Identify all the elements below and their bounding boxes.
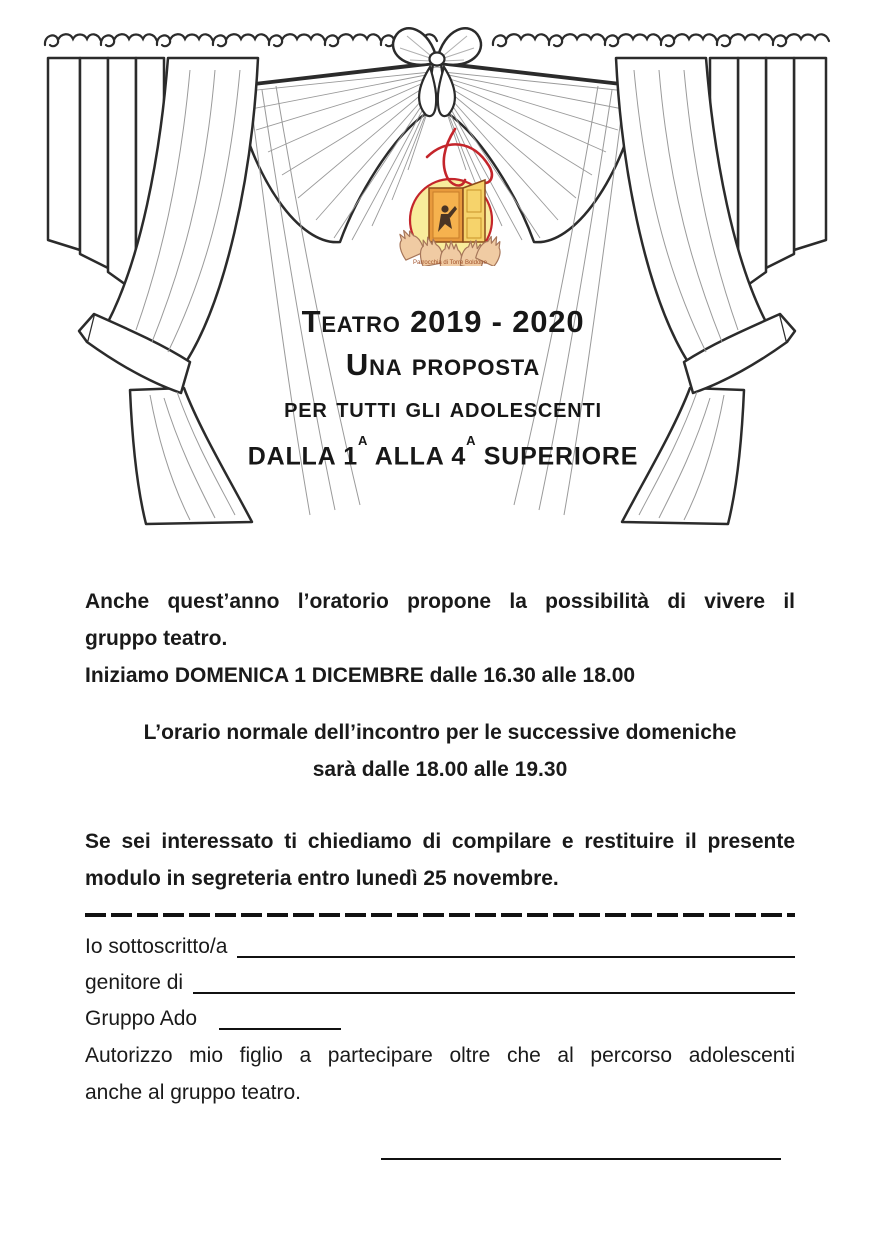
form-row-sottoscritto [85, 929, 795, 965]
paragraph-deadline-line2: modulo in segreteria entro lunedì 25 novembre. [85, 867, 559, 890]
paragraph-deadline-line1: Se sei interessato ti chiediamo di compilare e restituire il presente [85, 830, 795, 853]
oratorio-logo [385, 126, 515, 266]
stage-header [0, 0, 874, 545]
dashed-cut-line [85, 913, 795, 917]
curtain-rod-scroll-border [45, 34, 829, 46]
title-line-4-text: DALLA 1 [247, 442, 359, 471]
title-line-4 [12, 429, 874, 472]
label-genitore: genitore di [85, 971, 184, 994]
paragraph-schedule-line1: L’orario normale dell’incontro per le successive domeniche [143, 721, 737, 744]
title-line-2: Una proposta [345, 347, 541, 382]
title-line-4-sup1: A [358, 433, 368, 448]
document-body [85, 583, 795, 1160]
spacer [85, 694, 795, 714]
title-block [0, 300, 874, 472]
paragraph-authorization-line2: anche al gruppo teatro. [85, 1081, 301, 1104]
blank-line-genitore [193, 992, 795, 994]
paragraph-authorization-line1: Autorizzo mio figlio a partecipare oltre che al percorso adolescenti [85, 1044, 795, 1067]
label-sottoscritto: Io sottoscritto/a [85, 935, 228, 958]
form-row-gruppo-ado [85, 1001, 795, 1037]
form-row-genitore [85, 965, 795, 1001]
label-gruppo-ado: Gruppo Ado [85, 1007, 198, 1030]
title-line-3: per tutti gli adolescenti [284, 392, 602, 423]
title-line-4-sup2: A [466, 433, 476, 448]
blank-line-gruppo-ado [219, 1028, 341, 1030]
signature-line [381, 1157, 781, 1160]
paragraph-intro-line2: gruppo teatro. [85, 627, 228, 650]
paragraph-intro-line1: Anche quest’anno l’oratorio propone la possibilità di vivere il [85, 590, 795, 613]
title-line-1: Teatro 2019 - 2020 [301, 304, 585, 339]
title-line-4-text3: SUPERIORE [476, 442, 639, 471]
logo-door-icon [429, 180, 485, 242]
title-line-4-text2: ALLA 4 [367, 442, 467, 471]
logo-cross-icon [427, 129, 492, 186]
logo-caption: Parrocchia di Torre Boldone [413, 260, 487, 266]
spacer [85, 788, 795, 823]
blank-line-sottoscritto [237, 956, 795, 958]
paragraph-schedule-line2: sarà dalle 18.00 alle 19.30 [312, 758, 568, 781]
paragraph-start-date: Iniziamo DOMENICA 1 DICEMBRE dalle 16.30 alle 18.00 [85, 664, 636, 687]
